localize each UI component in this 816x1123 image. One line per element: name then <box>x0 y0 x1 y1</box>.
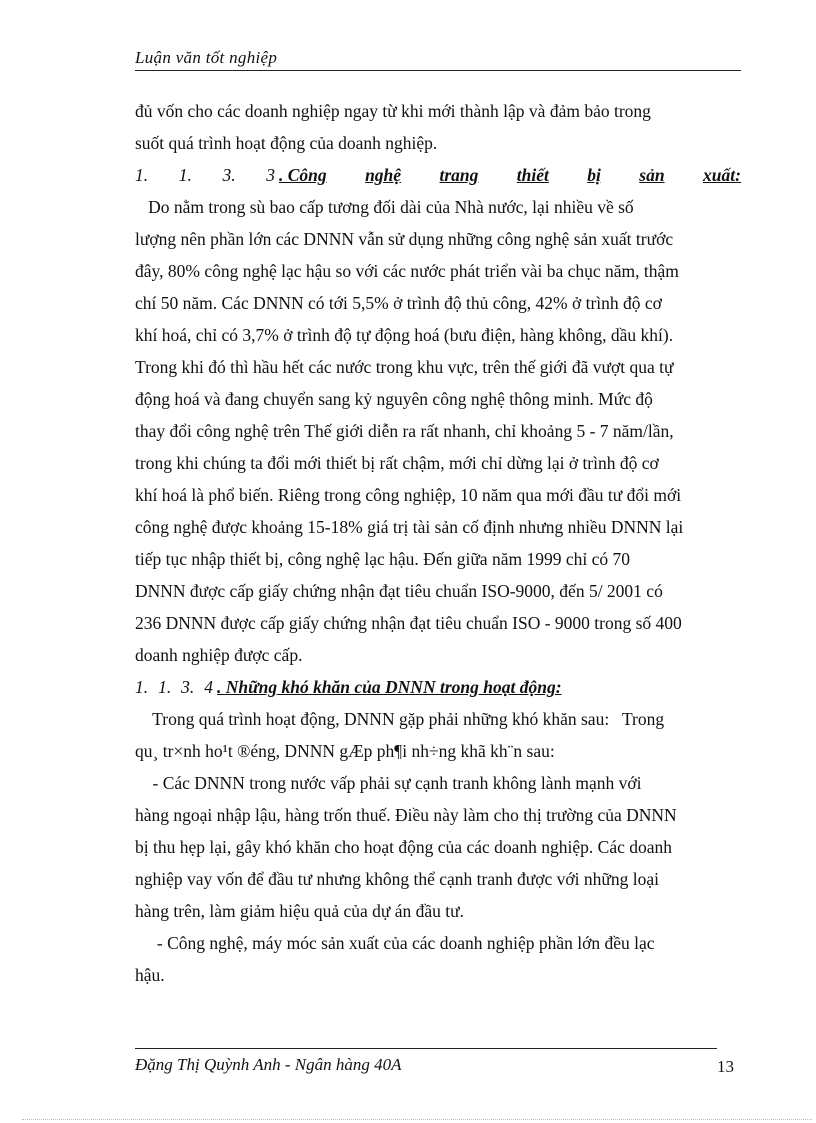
text-line: suốt quá trình hoạt động của doanh nghiệp. <box>135 133 438 153</box>
text-line: Do nằm trong sù bao cấp tương đối dài của Nhà nước, lại nhiều về số <box>135 197 634 217</box>
section-title: . Những khó khăn của DNNN trong hoạt động: <box>217 677 562 697</box>
section-number: 1. 1. 3. 3 <box>135 165 275 185</box>
text-line: - Công nghệ, máy móc sản xuất của các doanh nghiệp phần lớn đều lạc <box>135 933 655 953</box>
page-header <box>135 48 741 71</box>
text-line: doanh nghiệp được cấp. <box>135 645 303 665</box>
footer-author: Đặng Thị Quỳnh Anh - Ngân hàng 40A <box>135 1055 402 1074</box>
text-line: - Các DNNN trong nước vấp phải sự cạnh tranh không lành mạnh với <box>135 773 642 793</box>
section1-paragraph <box>135 191 741 671</box>
text-line: 236 DNNN được cấp giấy chứng nhận đạt tiêu chuẩn ISO - 9000 trong số 400 <box>135 613 682 633</box>
footer-divider <box>135 1048 717 1049</box>
text-line: hậu. <box>135 965 165 985</box>
section-number: 1. 1. 3. 4 <box>135 677 213 697</box>
section-heading-difficulties <box>135 671 741 703</box>
text-line: nghiệp vay vốn để đầu tư nhưng không thể cạnh tranh được với những loại <box>135 869 659 889</box>
text-line: công nghệ được khoảng 15-18% giá trị tài sản cố định nhưng nhiều DNNN lại <box>135 517 684 537</box>
text-line: lượng nên phần lớn các DNNN vẫn sử dụng những công nghệ sản xuất trước <box>135 229 674 249</box>
text-line: đây, 80% công nghệ lạc hậu so với các nước phát triển vài ba chục năm, thậm <box>135 261 679 281</box>
section-heading-technology <box>135 159 741 191</box>
text-line: tiếp tục nhập thiết bị, công nghệ lạc hậu. Đến giữa năm 1999 chỉ có 70 <box>135 549 630 569</box>
text-line: DNNN được cấp giấy chứng nhận đạt tiêu chuẩn ISO-9000, đến 5/ 2001 có <box>135 581 663 601</box>
text-line-content: đủ vốn cho các doanh nghiệp ngay từ khi mới thành lập và đảm bảo trong <box>135 101 651 121</box>
page-number: 13 <box>717 1057 734 1076</box>
text-line: hàng ngoại nhập lậu, hàng trốn thuế. Điều này làm cho thị trường của DNNN <box>135 805 677 825</box>
text-line <box>135 95 741 127</box>
text-line: Trong quá trình hoạt động, DNNN gặp phải những khó khăn sau: Trong <box>135 709 665 729</box>
text-line: hàng trên, làm giảm hiệu quả của dự án đầu tư. <box>135 901 465 921</box>
text-line: động hoá và đang chuyển sang kỷ nguyên công nghệ thông minh. Mức độ <box>135 389 653 409</box>
text-line: thay đổi công nghệ trên Thế giới diễn ra rất nhanh, chỉ khoảng 5 - 7 năm/lần, <box>135 421 674 441</box>
text-line: qu¸ tr×nh ho¹t ®éng, DNNN gÆp ph¶i nh÷ng khã kh¨n sau: <box>135 741 555 761</box>
text-line: trong khi chúng ta đổi mới thiết bị rất chậm, mới chỉ dừng lại ở trình độ cơ <box>135 453 659 473</box>
header-title: Luận văn tốt nghiệp <box>135 48 278 67</box>
section2-paragraph <box>135 703 741 991</box>
text-line: Trong khi đó thì hầu hết các nước trong khu vực, trên thế giới đã vượt qua tự <box>135 357 674 377</box>
text-line: khí hoá là phổ biến. Riêng trong công nghiệp, 10 năm qua mới đầu tư đổi mới <box>135 485 682 505</box>
document-body <box>135 95 741 991</box>
text-line: chí 50 năm. Các DNNN có tới 5,5% ở trình độ thủ công, 42% ở trình độ cơ <box>135 293 662 313</box>
page-edge <box>22 1119 812 1120</box>
intro-paragraph <box>135 95 741 159</box>
text-line: khí hoá, chỉ có 3,7% ở trình độ tự động hoá (bưu điện, hàng không, dầu khí). <box>135 325 674 345</box>
section-title: . Công nghệ trang thiết bị sản xuất: <box>279 165 741 185</box>
text-line: bị thu hẹp lại, gây khó khăn cho hoạt động của các doanh nghiệp. Các doanh <box>135 837 672 857</box>
